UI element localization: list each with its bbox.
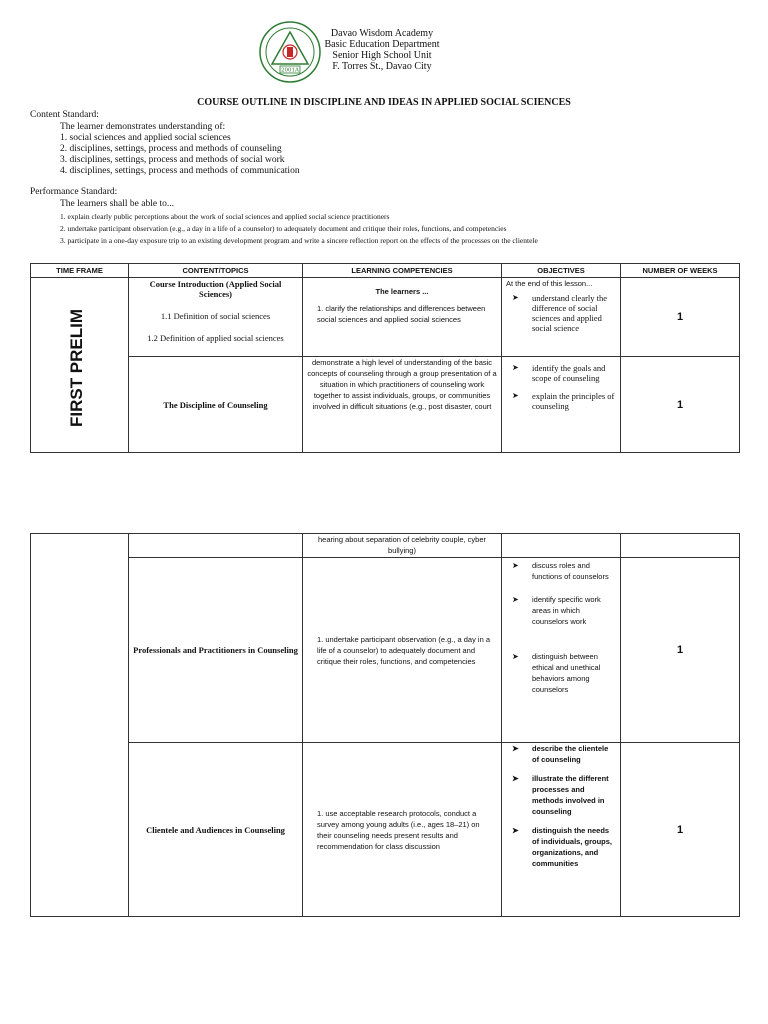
objectives-cell [502,357,621,453]
arrow-bullet-icon: ➤ [512,826,519,835]
content-standard-item: 2. disciplines, settings, process and methods of counseling [60,144,282,154]
arrow-bullet-icon: ➤ [512,744,519,753]
objective-item: ➤ describe the clientele of counseling [512,744,609,764]
header-content-topics: CONTENT/TOPICS [129,264,303,278]
topic-cell [129,278,303,357]
topic-title: Clientele and Audiences in Counseling [146,824,285,835]
competency-text: 1. clarify the relationships and differences between social sciences and applied social sciences [317,304,486,324]
content-standard-heading: Content Standard: [30,110,99,120]
competency-text: 1. undertake participant observation (e.g., a day in a life of a counselor) to adequately document and critique their roles, functions, and competencies [317,634,491,666]
objective-item: ➤ understand clearly the difference of social sciences and applied social science [512,293,608,333]
arrow-bullet-icon: ➤ [512,293,519,302]
content-standard-item: 3. disciplines, settings, process and methods of social work [60,155,285,165]
topic-cell [129,743,303,917]
table-row [31,534,740,558]
weeks-cell: 1 [621,278,740,357]
time-frame-cell [31,278,129,453]
competency-intro: The learners ... [375,287,429,296]
arrow-bullet-icon: ➤ [512,595,519,604]
performance-standard-intro: The learners shall be able to... [60,199,174,209]
topic-title: The Discipline of Counseling [163,399,268,410]
content-standard-item: 1. social sciences and applied social sciences [60,133,231,143]
objectives-cell [502,278,621,357]
topic-title: Professionals and Practitioners in Counseling [133,645,298,655]
performance-standard-item: 1. explain clearly public perceptions about the work of social sciences and applied social science practitioners [60,212,390,221]
table-row [31,558,740,743]
header-number-of-weeks: NUMBER OF WEEKS [621,264,740,278]
arrow-bullet-icon: ➤ [512,391,519,400]
course-outline-table-2 [30,533,740,917]
header-time-frame: TIME FRAME [31,264,129,278]
competency-cell [303,357,502,453]
subtopic: 1.2 Definition of applied social sciences [147,333,284,343]
arrow-bullet-icon: ➤ [512,774,519,783]
table-header-row [31,264,740,278]
arrow-bullet-icon: ➤ [512,363,519,372]
topic-cell [129,534,303,558]
header-objectives: OBJECTIVES [502,264,621,278]
competency-text: demonstrate a high level of understanding of the basic concepts of counseling through a group presentation of a situation in which practitioners of counseling work together to assist individuals, groups, or communities involved in difficult situations (e.g., post disaster, court [307,358,497,411]
objectives-cell [502,558,621,743]
objective-item: ➤ explain the principles of counseling [512,391,615,411]
school-info [322,28,442,72]
competency-cell [303,534,502,558]
objectives-cell [502,534,621,558]
topic-title: Course Introduction (Applied Social Sciences) [149,279,282,299]
performance-standard-item: 3. participate in a one-day exposure trip to an existing development program and write a sincere reflection report on the effects of the processes on the clientele [60,236,538,245]
competency-cell [303,743,502,917]
header-learning-competencies: LEARNING COMPETENCIES [303,264,502,278]
school-address: F. Torres St., Davao City [332,61,432,72]
weeks-cell: 1 [621,558,740,743]
objective-item: ➤ discuss roles and functions of counselors [512,561,609,581]
course-outline-table-1 [30,263,740,453]
performance-standard-item: 2. undertake participant observation (e.g., a day in a life of a counselor) to adequately document and critique their roles, functions, and competencies [60,224,507,233]
subtopic: 1.1 Definition of social sciences [160,311,271,321]
competency-cell [303,278,502,357]
table-row [31,743,740,917]
objective-item: ➤ distinguish the needs of individuals, groups, organizations, and communities [512,826,613,868]
school-name: Davao Wisdom Academy [330,28,434,39]
objective-item: ➤ illustrate the different processes and methods involved in counseling [512,774,609,816]
objective-item: ➤ distinguish between ethical and unethical behaviors among counselors [512,652,601,694]
svg-text:2001A: 2001A [281,67,299,74]
time-frame-label: FIRST PRELIM [67,308,87,428]
arrow-bullet-icon: ➤ [512,652,519,661]
weeks-cell [621,534,740,558]
competency-continued: hearing about separation of celebrity couple, cyber bullying) [317,535,487,555]
weeks-cell: 1 [621,357,740,453]
topic-cell [129,558,303,743]
arrow-bullet-icon: ➤ [512,561,519,570]
time-frame-cell [31,534,129,917]
document-title: COURSE OUTLINE IN DISCIPLINE AND IDEAS IN APPLIED SOCIAL SCIENCES [197,97,571,108]
content-standard-item: 4. disciplines, settings, process and methods of communication [60,166,300,176]
objective-item: ➤ identify specific work areas in which counselors work [512,595,601,626]
school-unit: Senior High School Unit [332,50,432,61]
competency-cell [303,558,502,743]
performance-standard-heading: Performance Standard: [30,187,118,197]
topic-cell [129,357,303,453]
table-row [31,278,740,357]
competency-text: 1. use acceptable research protocols, conduct a survey among young adults (i.e., ages 18–21) on their counseling needs present results and recommendation for class discussion [317,808,480,851]
school-department: Basic Education Department [324,39,440,50]
objective-item: ➤ identify the goals and scope of counseling [512,363,606,383]
objectives-intro: At the end of this lesson... [506,279,593,288]
weeks-cell: 1 [621,743,740,917]
table-row [31,357,740,453]
content-standard-intro: The learner demonstrates understanding of: [60,122,226,132]
objectives-cell [502,743,621,917]
school-seal-logo [258,20,322,84]
